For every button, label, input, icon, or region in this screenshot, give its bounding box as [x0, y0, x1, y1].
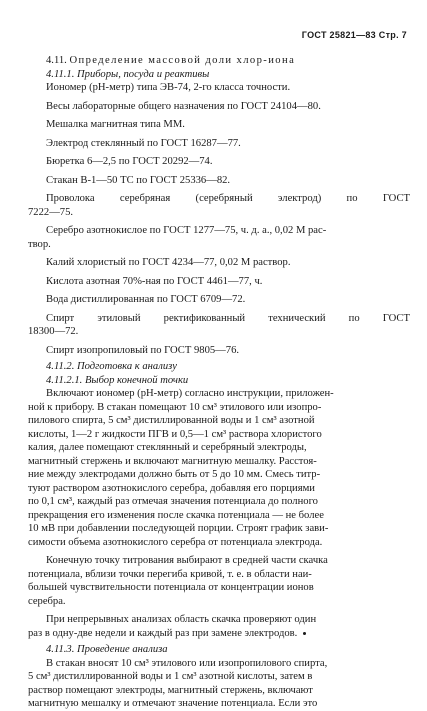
list-item: Спирт этиловый ректификованный технический по ГОСТ — [46, 312, 410, 324]
paragraph-line: При непрерывных анализах область скачка проверяют один — [46, 614, 317, 625]
section-title: Определение массовой доли хлор-иона — [69, 55, 296, 66]
subsection-heading-4-11-2: 4.11.2. Подготовка к анализу — [46, 361, 177, 372]
paragraph-line: ной к прибору. В стакан помещают 10 см³ этилового или изопро- — [28, 401, 322, 413]
paragraph-line: потенциала, вблизи точки перегиба кривой, т. е. в области наи- — [28, 568, 312, 580]
paragraph-endpoint-procedure — [28, 387, 410, 549]
paragraph-analysis-procedure — [28, 657, 410, 711]
list-item: Электрод стеклянный по ГОСТ 16287—77. — [46, 137, 241, 149]
paragraph-line: Включают иономер (рН-метр) согласно инструкции, приложен- — [46, 388, 334, 399]
list-item: Иономер (рН-метр) типа ЭВ-74, 2-го класса точности. — [46, 82, 291, 93]
paragraph-line: по 0,1 см³, каждый раз отмечая значения потенциала до полного — [28, 496, 318, 507]
list-item: Весы лабораторные общего назначения по ГОСТ 24104—80. — [46, 100, 321, 112]
subsection-heading-4-11-1: 4.11.1. Приборы, посуда и реактивы — [46, 68, 210, 80]
section-heading-4-11 — [28, 54, 410, 68]
paragraph-endpoint-selection — [28, 554, 410, 608]
list-item: Спирт изопропиловый по ГОСТ 9805—76. — [46, 344, 240, 356]
paragraph-line: пилового спирта, 5 см³ дистиллированной воды и 1 см³ азотной — [28, 415, 315, 426]
paragraph-line: ние между электродами должно быть от 5 до 10 мм. Смесь титр- — [28, 469, 321, 480]
list-item: Стакан В-1—50 ТС по ГОСТ 25336—82. — [46, 174, 231, 186]
subsection-heading-4-11-3: 4.11.3. Проведение анализа — [46, 644, 168, 655]
paragraph-line: магнитную мешалку и отмечают значение потенциала. Если это — [28, 698, 318, 709]
list-item-continuation: 18300—72. — [28, 326, 79, 337]
list-item: Мешалка магнитная типа ММ. — [46, 119, 185, 130]
section-number: 4.11. — [46, 55, 67, 66]
list-item: Калий хлористый по ГОСТ 4234—77, 0,02 М раствор. — [46, 257, 291, 268]
paragraph-line: раз в одну-две недели и каждый раз при замене электродов. — [28, 627, 410, 641]
paragraph-line: 5 см³ дистиллированной воды и 1 см³ азотной кислоты, затем в — [28, 671, 313, 682]
paragraph-line: серебра. — [28, 595, 66, 607]
paragraph-line: кислоты, 1—2 г жидкости ПГВ и 0,5—1 см³ раствора хлористого — [28, 428, 322, 440]
subsection-heading-4-11-2-1: 4.11.2.1. Выбор конечной точки — [46, 374, 189, 386]
list-item-continuation: твор. — [28, 238, 51, 250]
paragraph-line: В стакан вносят 10 см³ этилового или изопропилового спирта, — [46, 657, 328, 669]
paragraph-continuous-analysis — [28, 613, 410, 640]
list-item: Кислота азотная 70%-ная по ГОСТ 4461—77, ч. — [46, 275, 263, 287]
ink-dot — [303, 632, 306, 635]
list-item: Серебро азотнокислое по ГОСТ 1277—75, ч. д. а., 0,02 М рас- — [46, 225, 327, 236]
page-header: ГОСТ 25821—83 Стр. 7 — [301, 30, 407, 40]
paragraph-line: магнитный стержень и включают магнитную мешалку. Расстоя- — [28, 455, 317, 467]
paragraph-line: Конечную точку титрования выбирают в средней части скачка — [46, 555, 328, 566]
paragraph-line: раствор помещают электроды, магнитный стержень, включают — [28, 684, 313, 696]
paragraph-line: симости объема азотнокислого серебра от потенциала электрода. — [28, 536, 323, 548]
paragraph-line: калия, далее помещают стеклянный и серебряный электроды, — [28, 442, 307, 453]
list-item: Вода дистиллированная по ГОСТ 6709—72. — [46, 294, 246, 305]
paragraph-line: туют раствором азотнокислого серебра, добавляя его порциями — [28, 482, 315, 494]
list-item-continuation: 7222—75. — [28, 206, 74, 218]
paragraph-line: большей чувствительности потенциала от концентрации ионов — [28, 582, 314, 593]
paragraph-line: 10 мВ при добавлении последующей порции. Строят график зави- — [28, 523, 329, 534]
document-body — [28, 54, 410, 711]
list-item: Проволока серебряная (серебряный электрод) по ГОСТ — [46, 193, 410, 204]
list-item: Бюретка 6—2,5 по ГОСТ 20292—74. — [46, 156, 213, 167]
paragraph-line: прекращения его изменения после скачка потенциала — не более — [28, 509, 324, 521]
